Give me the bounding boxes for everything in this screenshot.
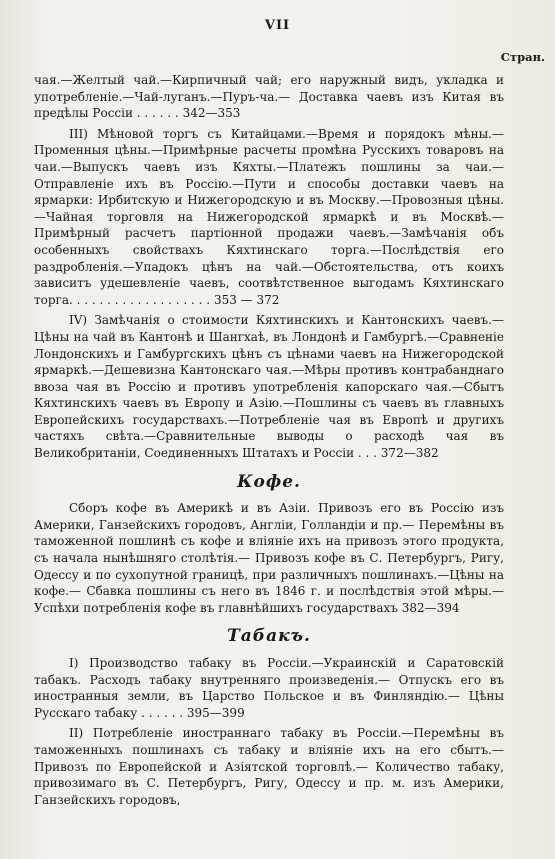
entry-text: III) Мѣновой торгъ съ Китайцами.—Время и порядокъ мѣны.—Променныя цѣны.—Примѣрные расчеты промѣна Русскихъ товаровъ на чаи.—Выпускъ чаевъ изъ Кяхты.—Платежъ пошлины за чаи.—Отправленіе ихъ въ Россію.—Пути и способы доставки чаевъ на ярмарки: Ирбитскую и Нижегородскую и въ Москву.—Провозныя цѣны.—Чайная торговля на Нижегородской ярмаркѣ и въ Москвѣ.—Примѣрный расчетъ партіонной продажи чаевъ.—Замѣчанія объ особенныхъ свойствахъ Кяхтинскаго торга.—Послѣдствія его раздробленія.—Упадокъ цѣнъ на чай.—Обстоятельства, отъ коихъ зависитъ удешевленіе чаевъ, соотвѣтственное выгодамъ Кяхтинскаго торга. . . . . . . . . . . . . . . . . . . [34, 126, 504, 307]
page-header [0, 18, 555, 64]
entry-pages: 353 — 372 [213, 292, 280, 307]
entry-pages: 395—399 [186, 705, 245, 720]
entry-pages: 342—353 [182, 106, 241, 121]
section-title-coffee: Кофе. [237, 471, 301, 492]
page-number: VII [264, 18, 291, 33]
toc-entry-iv [34, 312, 504, 461]
entry-pages: 382—394 [401, 600, 460, 615]
entry-pages: 372—382 [380, 446, 439, 461]
toc-entry-coffee [34, 500, 504, 616]
entry-text: Сборъ кофе въ Америкѣ и въ Азіи. Привозъ его въ Россію изъ Америки, Ганзейскихъ городовъ, Англіи, Голландіи и пр.— Перемѣны въ таможенной пошлинѣ съ кофе и вліяніе ихъ на привозъ этого продукта, съ начала нынѣшняго столѣтія.— Привозъ кофе въ С. Петербургъ, Ригу, Одессу и по сухопутной границѣ, при различныхъ пошлинахъ.—Цѣны на кофе.— Сбавка пошлины съ него въ 1846 г. и послѣдствія этой мѣры.— Успѣхи потребленія кофе въ главнѣйшихъ государствахъ [34, 501, 504, 615]
pages-column-label: Стран. [500, 50, 545, 64]
entry-text: IV) Замѣчанія о стоимости Кяхтинскихъ и Кантонскихъ чаевъ.—Цѣны на чай въ Кантонѣ и Шангхаѣ, въ Лондонѣ и Гамбургѣ.—Сравненіе Лондонскихъ и Гамбургскихъ цѣнъ съ цѣнами чаевъ на Нижегородской ярмаркѣ.—Дешевизна Кантонскаго чая.—Мѣры противъ контрабанднаго ввоза чая въ Россію и противъ употребленія капорскаго чая.—Сбытъ Кяхтинскихъ чаевъ въ Европу и Азію.—Пошлины съ чаевъ въ главныхъ Европейскихъ государствахъ.—Потребленіе чая въ Европѣ и другихъ частяхъ свѣта.—Сравнительные выводы о расходѣ чая въ Великобританіи, Соединенныхъ Штатахъ и Россіи . . . [34, 313, 504, 461]
toc-entry-continued [34, 72, 504, 122]
entry-text: II) Потребленіе иностраннаго табаку въ Россіи.—Перемѣны въ таможенныхъ пошлинахъ съ табаку и вліяніе ихъ на его сбытъ.—Привозъ по Европейской и Азіятской торговлѣ.— Количество табаку, привозимаго въ С. Петербургъ, Ригу, Одессу и пр. м. изъ Америки, Ганзейскихъ городовъ, [34, 726, 504, 807]
toc-entry-tobacco-i [34, 655, 504, 721]
entry-text: чая.—Желтый чай.—Кирпичный чай; его наружный видъ, укладка и употребленіе.—Чай-луганъ.—Пуръ-ча.— Доставка чаевъ изъ Китая въ предѣлы Россіи . . . . . . [34, 73, 504, 121]
toc-entry-iii [34, 126, 504, 309]
table-of-contents [34, 72, 504, 812]
toc-entry-tobacco-ii [34, 725, 504, 808]
section-title-tobacco: Табакъ. [227, 626, 311, 647]
entry-text: I) Производство табаку въ Россіи.—Украинскій и Саратовскій табакъ. Расходъ табаку внутренняго произведенія.— Отпускъ его въ иностранныя земли, въ Царство Польское и въ Финляндію.— Цѣны Русскаго табаку . . . . . . [34, 656, 504, 720]
